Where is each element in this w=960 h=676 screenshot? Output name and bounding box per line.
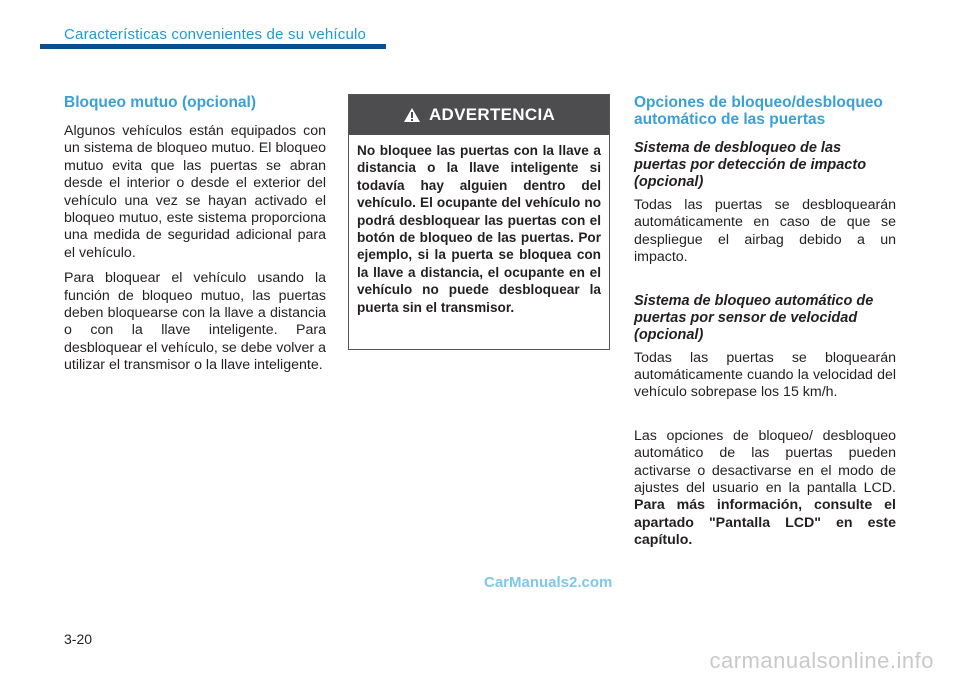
paragraph: Todas las puertas se desbloquearán automáticamente en caso de que se despliegue el airbag debido a un impacto. [634,197,896,266]
paragraph-text: Las opciones de bloqueo/ desbloqueo automático de las puertas pueden activarse o desactivarse en el modo de ajustes del usuario en la pantalla LCD. [634,427,896,497]
warning-title: ADVERTENCIA [428,105,556,124]
subheading-impacto: Sistema de desbloqueo de las puertas por detección de impacto (opcional) [634,140,867,190]
section-heading-opciones: Opciones de bloqueo/desbloqueo automático de las puertas [634,94,883,128]
subheading-velocidad: Sistema de bloqueo automático de puertas por sensor de velocidad (opcional) [634,292,874,343]
paragraph: Para bloquear el vehículo usando la función de bloqueo mutuo, las puertas deben bloquearse con la llave a distancia o con la llave inteligente. Para desbloquear el vehículo, se debe volver a utilizar el transmisor o la llave inteligente. [64,270,326,374]
chapter-title: Características convenientes de su vehículo [64,26,367,43]
paragraph [634,428,896,550]
chapter-rule [40,44,386,49]
paragraph: Algunos vehículos están equipados con un sistema de bloqueo mutuo. El bloqueo mutuo evita que las puertas se abran desde el interior o desde el exterior del vehículo una vez se hayan activado el bloqueo mutuo, este sistema proporciona una medida de seguridad adicional para el vehículo. [64,123,326,261]
footer-watermark: carmanualsonline.info [709,648,934,673]
warning-box [348,94,610,350]
watermark-link[interactable]: CarManuals2.com [484,574,613,591]
left-column [64,94,326,383]
page-number: 3-20 [64,631,93,647]
warning-text: No bloquee las puertas con la llave a distancia o la llave inteligente si todavía hay alguien dentro del vehículo. El ocupante del vehículo no podrá desbloquear las puertas con el botón de bloqueo de las puertas. Por ejemplo, si la puerta se bloquea con la llave a distancia, el ocupante en el vehículo no puede desbloquear la puerta sin el transmisor. [357,143,601,315]
right-column [634,94,896,558]
section-heading-bloqueo-mutuo: Bloqueo mutuo (opcional) [64,94,257,111]
paragraph-bold-text: Para más información, consulte el apartado "Pantalla LCD" en este capítulo. [634,497,896,549]
warning-header [349,95,609,135]
warning-triangle-icon [403,107,421,123]
paragraph: Todas las puertas se bloquearán automáticamente cuando la velocidad del vehículo sobrepase los 15 km/h. [634,349,896,401]
